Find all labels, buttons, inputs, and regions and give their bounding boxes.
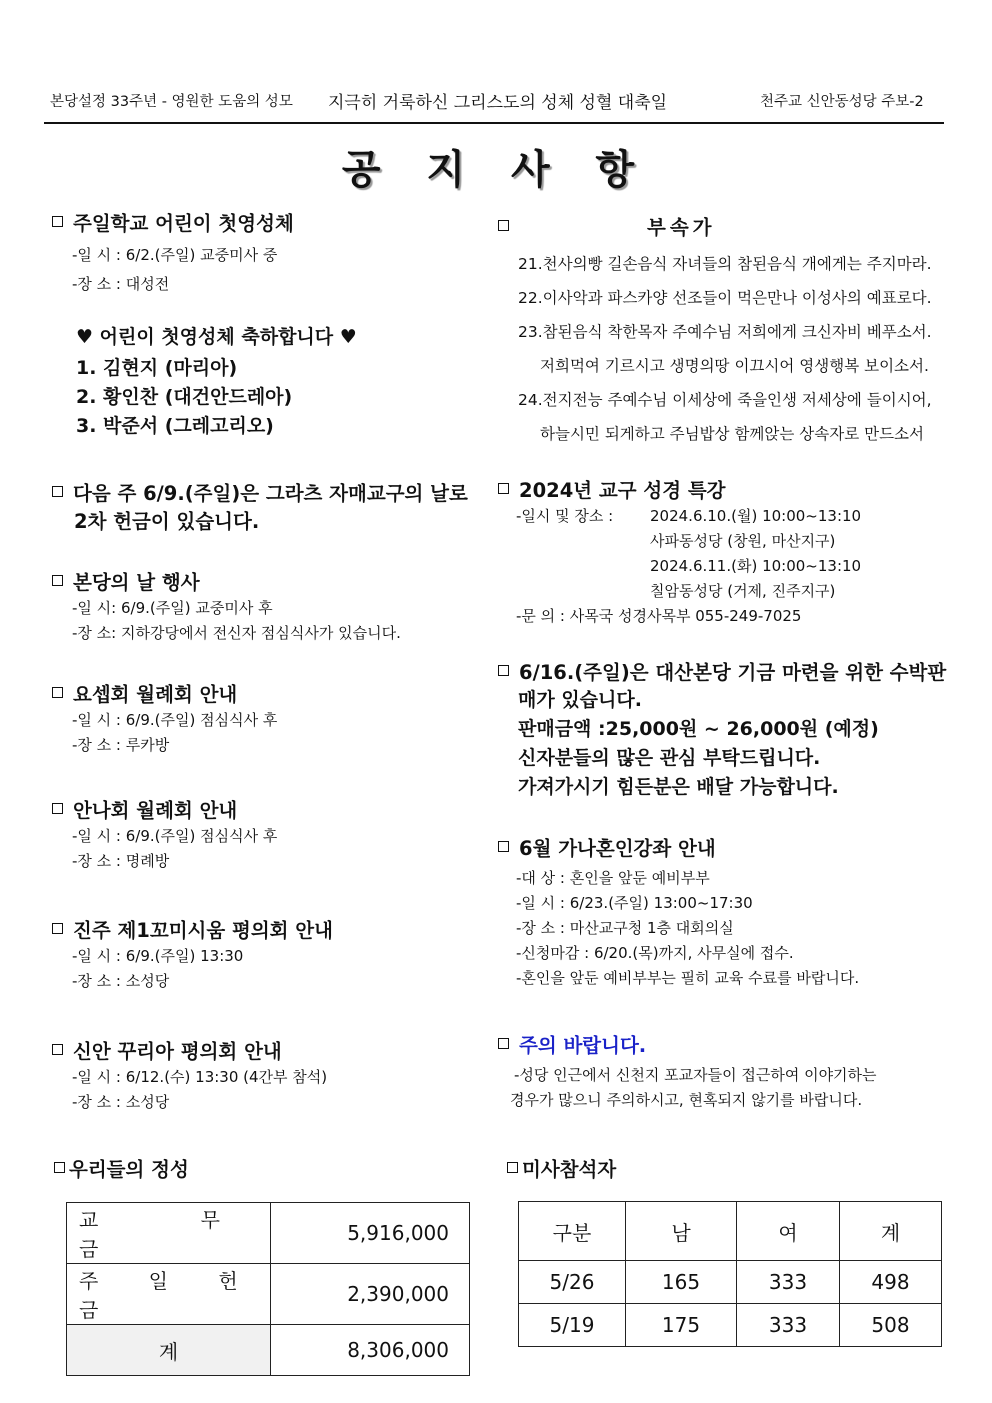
offerings-heading [54, 1157, 189, 1183]
hymn-line: 23.참된음식 착한목자 주예수님 저희에게 크신자비 베푸소서. [518, 323, 932, 341]
table-cell: 165 [626, 1261, 737, 1304]
hymn-line: 저희먹여 기르시고 생명의땅 이끄시어 영생행복 보이소서. [540, 357, 929, 375]
section-title [54, 1157, 189, 1183]
table-cell-value: 8,306,000 [271, 1325, 470, 1376]
checkbox-square-icon [507, 1162, 518, 1173]
info-line: 경우가 많으니 주의하시고, 현혹되지 않기를 바랍니다. [510, 1091, 863, 1109]
section-watermelon [498, 660, 946, 802]
congrats-heading: ♥ 어린이 첫영성체 축하합니다 ♥ [76, 326, 357, 348]
info-line: -일 시 : 6/9.(주일) 점심식사 후 [72, 827, 278, 845]
info-line: 신자분들의 많은 관심 부탁드립니다. [518, 747, 821, 769]
info-line: 매가 있습니다. [518, 689, 642, 711]
communicant-name: 1. 김현지 (마리아) [76, 357, 238, 379]
info-line: 사파동성당 (창원, 마산지구) [650, 532, 836, 550]
info-line: -일 시: 6/9.(주일) 교중미사 후 [72, 599, 273, 617]
table-cell: 5/26 [519, 1261, 626, 1304]
table-header-row [519, 1202, 942, 1261]
header-rule [44, 122, 944, 124]
info-line: -성당 인근에서 신천지 포교자들이 접근하여 이야기하는 [514, 1066, 877, 1084]
table-row [67, 1203, 470, 1264]
table-row [67, 1325, 470, 1376]
section-title [498, 478, 861, 504]
title-text: 진주 제1꼬미시움 평의회 안내 [73, 919, 333, 942]
table-header: 구분 [519, 1202, 626, 1261]
section-parish-day [52, 570, 401, 646]
title-text: 본당의 날 행사 [73, 571, 200, 594]
table-row [519, 1304, 942, 1347]
section-title [498, 1033, 877, 1059]
section-title [498, 215, 932, 241]
checkbox-square-icon [52, 803, 63, 814]
section-legion [52, 918, 333, 994]
section-joseph [52, 682, 277, 758]
title-text: 주의 바랍니다. [519, 1034, 647, 1057]
info-line: -장 소 : 명례방 [72, 852, 170, 870]
info-line: -문 의 : 사목국 성경사목부 055-249-7025 [516, 607, 802, 625]
title-text: 6/16.(주일)은 대산본당 기금 마련을 위한 수박판 [519, 661, 947, 684]
info-line: -일 시 : 6/9.(주일) 점심식사 후 [72, 711, 278, 729]
hymn-line: 22.이사악과 파스카양 선조들이 먹은만나 이성사의 예표로다. [518, 289, 932, 307]
info-line: 판매금액 :25,000원 ~ 26,000원 (예정) [518, 718, 879, 740]
table-header: 여 [737, 1202, 840, 1261]
page-title: 공 지 사 항 [341, 147, 651, 193]
table-cell-label: 교 무 금 [67, 1203, 271, 1264]
checkbox-square-icon [52, 1044, 63, 1055]
info-line: -혼인을 앞둔 예비부부는 필히 교육 수료를 바랍니다. [516, 969, 860, 987]
section-first-communion [52, 211, 357, 441]
attendance-table [518, 1201, 942, 1347]
section-title [498, 660, 946, 686]
checkbox-square-icon [52, 923, 63, 934]
checkbox-square-icon [498, 483, 509, 494]
table-cell: 175 [626, 1304, 737, 1347]
title-text: 2024년 교구 성경 특강 [519, 479, 726, 502]
title-text: 미사참석자 [522, 1158, 617, 1181]
info-line: -장 소 : 소성당 [72, 972, 170, 990]
table-cell-label: 주 일 헌 금 [67, 1264, 271, 1325]
checkbox-square-icon [54, 1162, 65, 1173]
section-title-line2: 2차 헌금이 있습니다. [74, 510, 260, 533]
communicant-name: 2. 황인찬 (대건안드레아) [76, 386, 293, 408]
title-text: 부속가 [647, 216, 716, 239]
title-text: 6월 가나혼인강좌 안내 [519, 837, 716, 860]
hymn-line: 하늘시민 되게하고 주님밥상 함께앉는 상속자로 만드소서 [540, 425, 924, 443]
header-left: 본당설정 33주년 - 영원한 도움의 성모 [50, 94, 293, 110]
communicant-name: 3. 박준서 (그레고리오) [76, 415, 274, 437]
section-curia [52, 1039, 327, 1115]
info-line: -장 소 : 루카방 [72, 736, 170, 754]
info-line: 칠암동성당 (거제, 진주지구) [650, 582, 836, 600]
table-row [519, 1261, 942, 1304]
table-cell: 498 [840, 1261, 942, 1304]
table-cell: 5/19 [519, 1304, 626, 1347]
section-title [507, 1157, 616, 1183]
offerings-table [66, 1202, 470, 1376]
section-title [52, 682, 277, 708]
table-header: 남 [626, 1202, 737, 1261]
attendance-heading [507, 1157, 616, 1183]
info-line: 2024.6.10.(월) 10:00~13:10 [650, 507, 862, 525]
info-line: -신청마감 : 6/20.(목)까지, 사무실에 접수. [516, 944, 794, 962]
hymn-line: 24.전지전능 주예수님 이세상에 죽을인생 저세상에 들이시어, [518, 391, 932, 409]
table-header: 계 [840, 1202, 942, 1261]
section-sequence [498, 215, 932, 451]
table-cell-value: 5,916,000 [271, 1203, 470, 1264]
table-cell: 333 [737, 1304, 840, 1347]
table-row [67, 1264, 470, 1325]
info-line: -일 시 : 6/23.(주일) 13:00~17:30 [516, 894, 753, 912]
title-text: 우리들의 정성 [69, 1158, 189, 1181]
section-second-collection [52, 481, 468, 535]
title-text: 안나회 월례회 안내 [73, 799, 238, 822]
header-right: 천주교 신안동성당 주보-2 [760, 94, 924, 110]
section-title [52, 798, 277, 824]
title-text: 요셉회 월례회 안내 [73, 683, 238, 706]
info-line: -장 소 : 대성전 [72, 275, 170, 293]
section-title [52, 1039, 327, 1065]
checkbox-square-icon [498, 1038, 509, 1049]
header-center: 지극히 거룩하신 그리스도의 성체 성혈 대축일 [328, 93, 668, 113]
info-line: -장 소: 지하강당에서 전신자 점심식사가 있습니다. [72, 624, 401, 642]
info-line: -일 시 : 6/2.(주일) 교중미사 중 [72, 246, 278, 264]
title-text: 다음 주 6/9.(주일)은 그라츠 자매교구의 날로 [73, 482, 468, 505]
section-title [52, 481, 468, 507]
checkbox-square-icon [52, 486, 63, 497]
title-text: 주일학교 어린이 첫영성체 [73, 212, 294, 235]
info-line: -일 시 : 6/12.(수) 13:30 (4간부 참석) [72, 1068, 328, 1086]
section-title [498, 836, 859, 862]
table-cell: 333 [737, 1261, 840, 1304]
info-line: -장 소 : 마산교구청 1층 대회의실 [516, 919, 734, 937]
checkbox-square-icon [52, 575, 63, 586]
checkbox-square-icon [52, 687, 63, 698]
section-marriage-course [498, 836, 859, 991]
info-label: -일시 및 장소 : [516, 507, 614, 525]
section-title [52, 918, 333, 944]
section-anna [52, 798, 277, 874]
info-line: 가져가시기 힘든분은 배달 가능합니다. [518, 776, 839, 798]
info-line: -대 상 : 혼인을 앞둔 예비부부 [516, 869, 710, 887]
section-title [52, 570, 401, 596]
table-cell-label: 계 [67, 1325, 271, 1376]
info-line: -일 시 : 6/9.(주일) 13:30 [72, 947, 244, 965]
checkbox-square-icon [498, 665, 509, 676]
table-cell: 508 [840, 1304, 942, 1347]
info-line: 2024.6.11.(화) 10:00~13:10 [650, 557, 862, 575]
table-cell-value: 2,390,000 [271, 1264, 470, 1325]
checkbox-square-icon [498, 841, 509, 852]
checkbox-square-icon [498, 220, 509, 231]
checkbox-square-icon [52, 216, 63, 227]
section-title [52, 211, 357, 237]
info-line: -장 소 : 소성당 [72, 1093, 170, 1111]
hymn-line: 21.천사의빵 길손음식 자녀들의 참된음식 개에게는 주지마라. [518, 255, 932, 273]
section-caution [498, 1033, 877, 1113]
section-bible-lecture [498, 478, 861, 629]
title-text: 신안 꾸리아 평의회 안내 [73, 1040, 282, 1063]
